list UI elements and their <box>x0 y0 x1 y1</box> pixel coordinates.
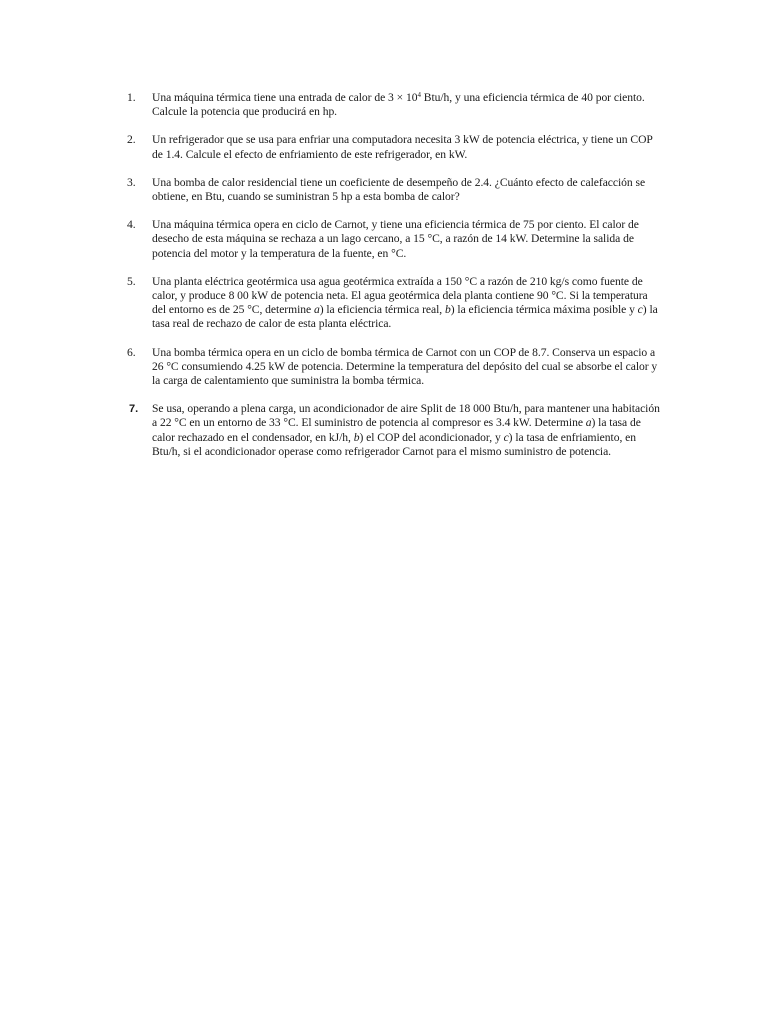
problem-number: 4. <box>127 218 136 232</box>
part-label-b: b <box>445 303 451 317</box>
problem-text: Se usa, operando a plena carga, un acondicionador de aire Split de 18 000 Btu/h, para mantener una habitación a 22 °C en un entorno de 33 °C. El suministro de potencia al compresor es 3.4 kW. Determine a) la tasa de calor rechazado en el condensador, en kJ/h, b) el COP del acondicionador, y c) la tasa de enfriamiento, en Btu/h, si el acondicionador operase como refrigerador Carnot para el mismo suministro de potencia. <box>152 402 660 458</box>
part-label-a: a <box>585 416 592 430</box>
problem-4 <box>127 218 662 261</box>
part-label-c: c <box>503 430 509 444</box>
part-label-a: a <box>313 303 320 317</box>
problem-number: 3. <box>127 175 136 189</box>
part-label-c: c <box>637 303 643 317</box>
problem-5 <box>127 275 662 332</box>
problem-number: 2. <box>127 133 136 147</box>
problem-text: Una bomba térmica opera en un ciclo de bomba térmica de Carnot con un COP de 8.7. Conserva un espacio a 26 °C consumiendo 4.25 kW de potencia. Determine la temperatura del depósito del cual se absorbe el calor y la carga de calentamiento que suministra la bomba térmica. <box>152 345 658 388</box>
problem-text: Una planta eléctrica geotérmica usa agua geotérmica extraída a 150 °C a razón de 210 kg/s como fuente de calor, y produce 8 00 kW de potencia neta. El agua geotérmica dela planta contiene 90 °C. Si la temperatura del entorno es de 25 °C, determine a) la eficiencia térmica real, b) la eficiencia térmica máxima posible y c) la tasa real de rechazo de calor de esta planta eléctrica. <box>152 274 658 331</box>
problem-number: 7. <box>129 403 139 416</box>
problem-number: 6. <box>127 345 136 359</box>
problem-3 <box>127 176 662 204</box>
part-label-b: b <box>353 430 360 444</box>
problem-list <box>127 91 662 473</box>
problem-6 <box>127 346 662 389</box>
problem-text: Una bomba de calor residencial tiene un coeficiente de desempeño de 2.4. ¿Cuánto efecto de calefacción se obtiene, en Btu, cuando se suministran 5 hp a esta bomba de calor? <box>152 175 646 204</box>
problem-number: 5. <box>127 274 136 288</box>
problem-text: Una máquina térmica tiene una entrada de calor de $3 \times 10^4$ Btu/h, y una eficiencia térmica de 40 por ciento. Calcule la potencia que producirá en hp. <box>152 91 645 119</box>
problem-7 <box>127 402 662 459</box>
problem-text: Una máquina térmica opera en ciclo de Carnot, y tiene una eficiencia térmica de 75 por ciento. El calor de desecho de esta máquina se rechaza a un lago cercano, a 15 °C, a razón de 14 kW. Determine la salida de potencia del motor y la temperatura de la fuente, en °C. <box>152 218 639 260</box>
problem-1 <box>127 91 662 119</box>
problem-2 <box>127 133 662 161</box>
problem-text: Un refrigerador que se usa para enfriar una computadora necesita 3 kW de potencia eléctrica, y tiene un COP de 1.4. Calcule el efecto de enfriamiento de este refrigerador, en kW. <box>152 133 653 161</box>
problem-number: 1. <box>127 91 136 104</box>
exponent: 4 <box>417 91 421 99</box>
